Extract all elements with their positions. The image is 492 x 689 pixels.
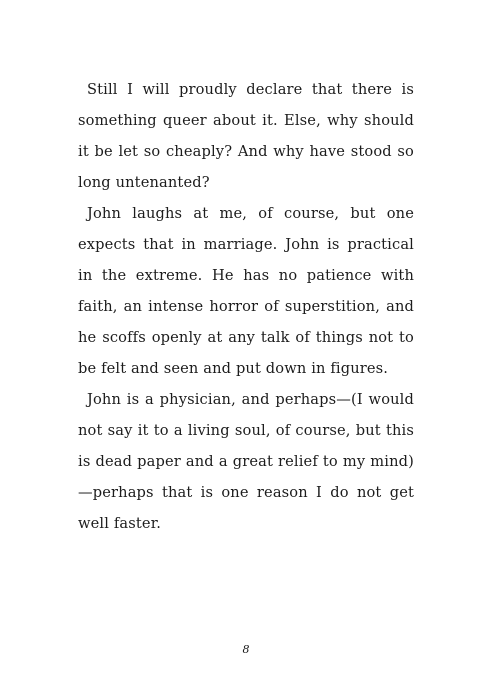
body-text [78,74,414,539]
paragraph-3: John is a physician, and perhaps—(I would not say it to a living soul, of course, but this is dead paper and a great relief to my mind)—perhaps that is one reason I do not get well faster. [78,391,414,532]
paragraph-1: Still I will proudly declare that there is something queer about it. Else, why should it be let so cheaply? And why have stood so long untenanted? [78,81,414,191]
page-number: 8 [242,643,250,656]
paragraph-2: John laughs at me, of course, but one expects that in marriage. John is practical in the extreme. He has no patience with faith, an intense horror of superstition, and he scoffs openly at any talk of things not to be felt and seen and put down in figures. [78,205,414,377]
